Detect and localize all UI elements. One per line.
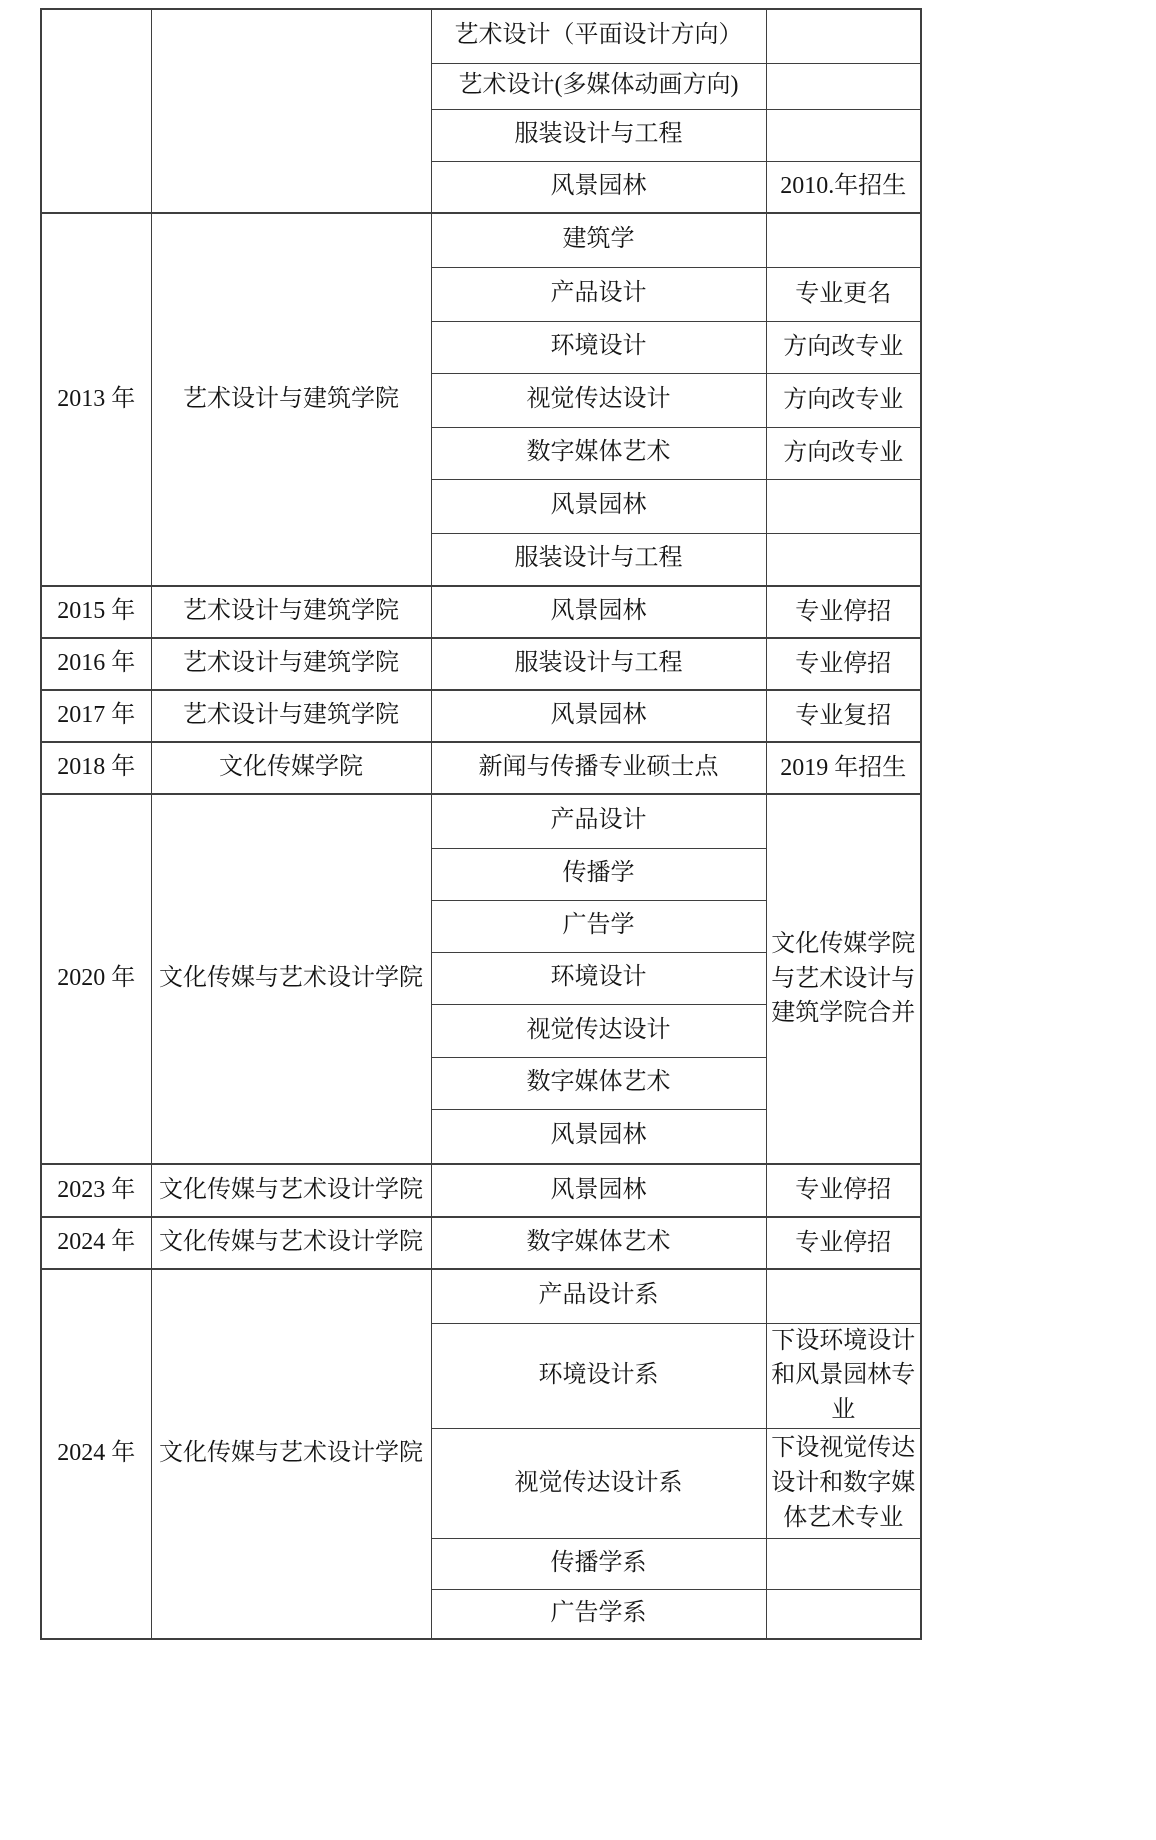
note-cell: 方向改专业 [766,321,921,373]
college-major-history-table [40,8,922,1640]
note-cell: 专业停招 [766,1164,921,1217]
major-cell: 产品设计 [431,267,766,321]
note-cell: 专业更名 [766,267,921,321]
major-cell: 服装设计与工程 [431,533,766,586]
table-row [41,1269,921,1323]
college-cell: 文化传媒与艺术设计学院 [151,1217,431,1269]
major-cell: 数字媒体艺术 [431,427,766,479]
major-cell: 艺术设计(多媒体动画方向) [431,63,766,109]
major-cell: 广告学系 [431,1589,766,1639]
major-cell: 风景园林 [431,479,766,533]
note-cell [766,1538,921,1589]
major-cell: 风景园林 [431,161,766,213]
note-cell: 下设环境设计和风景园林专业 [766,1323,921,1428]
table-row [41,638,921,690]
major-cell: 新闻与传播专业硕士点 [431,742,766,794]
note-cell: 2010.年招生 [766,161,921,213]
note-cell: 专业停招 [766,586,921,638]
note-cell: 文化传媒学院与艺术设计与建筑学院合并 [766,794,921,1164]
major-cell: 视觉传达设计系 [431,1428,766,1538]
note-cell: 专业停招 [766,638,921,690]
note-cell [766,9,921,63]
table-row [41,794,921,848]
note-cell [766,63,921,109]
note-cell [766,109,921,161]
note-cell [766,479,921,533]
year-cell: 2013 年 [41,213,151,586]
year-cell: 2017 年 [41,690,151,742]
major-cell: 广告学 [431,900,766,952]
major-cell: 建筑学 [431,213,766,267]
note-cell: 方向改专业 [766,373,921,427]
table-container [40,8,922,1640]
college-cell: 艺术设计与建筑学院 [151,213,431,586]
year-cell: 2023 年 [41,1164,151,1217]
table-row [41,1217,921,1269]
note-cell: 专业停招 [766,1217,921,1269]
year-cell: 2024 年 [41,1269,151,1639]
year-cell: 2020 年 [41,794,151,1164]
college-cell: 艺术设计与建筑学院 [151,690,431,742]
college-cell: 文化传媒学院 [151,742,431,794]
major-cell: 产品设计系 [431,1269,766,1323]
table-row [41,1164,921,1217]
note-cell [766,1589,921,1639]
table-row [41,9,921,63]
note-cell: 2019 年招生 [766,742,921,794]
major-cell: 产品设计 [431,794,766,848]
note-cell [766,1269,921,1323]
major-cell: 视觉传达设计 [431,1004,766,1057]
year-cell: 2015 年 [41,586,151,638]
note-cell [766,533,921,586]
note-cell [766,213,921,267]
major-cell: 数字媒体艺术 [431,1057,766,1109]
major-cell: 传播学 [431,848,766,900]
major-cell: 风景园林 [431,690,766,742]
year-cell [41,9,151,213]
major-cell: 环境设计 [431,952,766,1004]
table-row [41,586,921,638]
major-cell: 艺术设计（平面设计方向） [431,9,766,63]
year-cell: 2018 年 [41,742,151,794]
major-cell: 风景园林 [431,1164,766,1217]
table-row [41,690,921,742]
table-row [41,742,921,794]
college-cell: 文化传媒与艺术设计学院 [151,1269,431,1639]
college-cell: 艺术设计与建筑学院 [151,586,431,638]
major-cell: 风景园林 [431,1109,766,1164]
note-cell: 下设视觉传达设计和数字媒体艺术专业 [766,1428,921,1538]
college-cell: 艺术设计与建筑学院 [151,638,431,690]
major-cell: 风景园林 [431,586,766,638]
college-cell: 文化传媒与艺术设计学院 [151,1164,431,1217]
major-cell: 环境设计系 [431,1323,766,1428]
major-cell: 数字媒体艺术 [431,1217,766,1269]
major-cell: 传播学系 [431,1538,766,1589]
major-cell: 服装设计与工程 [431,638,766,690]
note-cell: 专业复招 [766,690,921,742]
major-cell: 服装设计与工程 [431,109,766,161]
year-cell: 2024 年 [41,1217,151,1269]
note-cell: 方向改专业 [766,427,921,479]
major-cell: 环境设计 [431,321,766,373]
year-cell: 2016 年 [41,638,151,690]
major-cell: 视觉传达设计 [431,373,766,427]
college-cell: 文化传媒与艺术设计学院 [151,794,431,1164]
college-cell [151,9,431,213]
table-row [41,213,921,267]
